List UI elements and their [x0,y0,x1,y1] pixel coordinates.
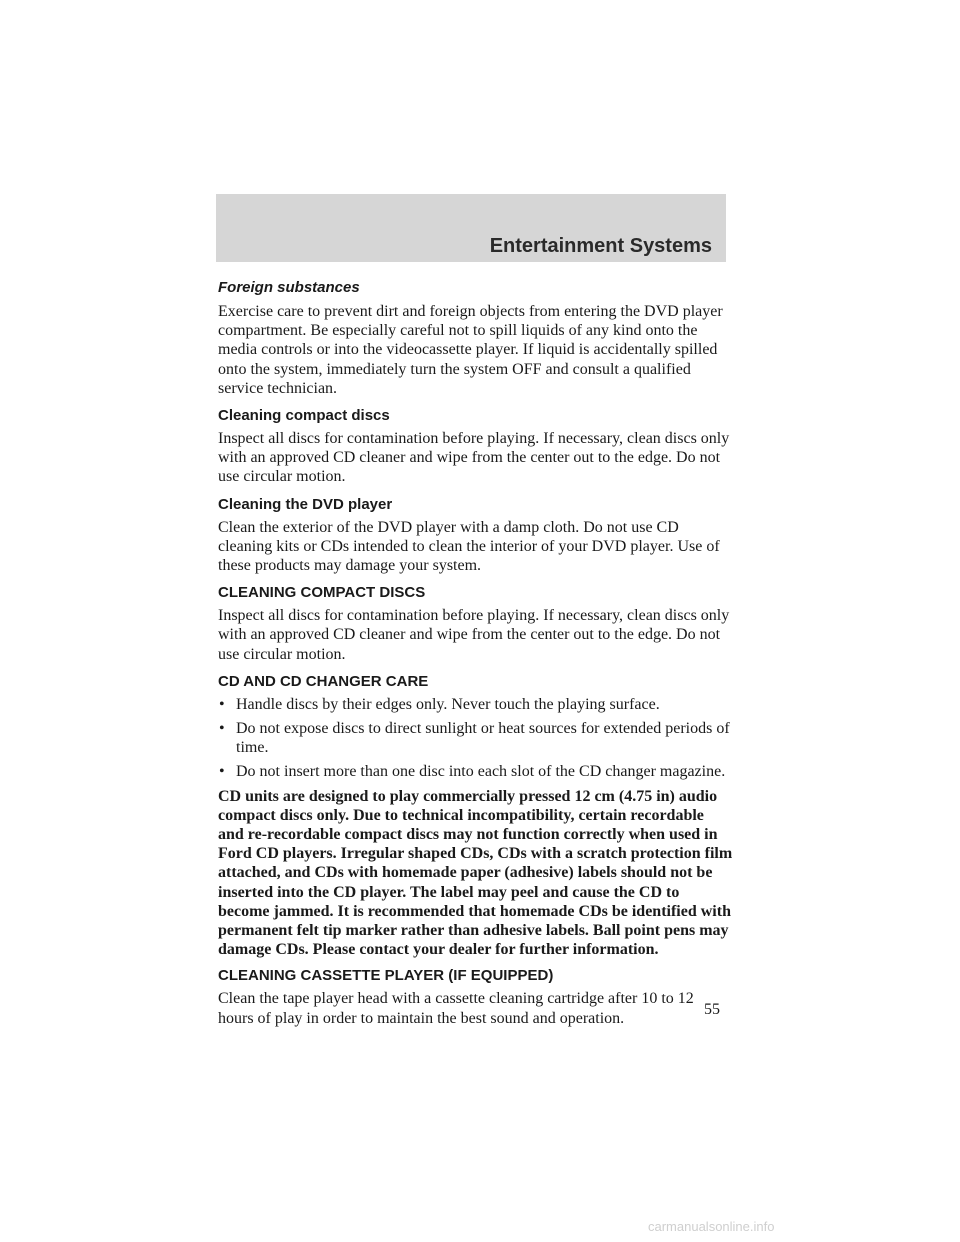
section-header-band [216,194,726,262]
watermark: carmanualsonline.info [648,1219,775,1234]
paragraph-cleaning-dvd-player: Clean the exterior of the DVD player with a damp cloth. Do not use CD cleaning kits or CDs intended to clean the interior of your DVD player. Use of these products may damage your system. [218,518,720,575]
paragraph-cleaning-cassette-player: Clean the tape player head with a cassette cleaning cartridge after 10 to 12 hours of play in order to maintain the best sound and operation. [218,990,694,1027]
bullet-item: • Do not insert more than one disc into each slot of the CD changer magazine. [218,762,733,781]
cd-compatibility-warning: CD units are designed to play commercially pressed 12 cm (4.75 in) audio compact discs only. Due to technical incompatibility, certain recordable and re-recordable compact discs may not function correctly when used in Ford CD players. Irregular shaped CDs, CDs with a scratch protection film attached, and CDs with homemade paper (adhesive) labels should not be inserted into the CD player. The label may peel and cause the CD to become jammed. It is recommended that homemade CDs be identified with permanent felt tip marker rather than adhesive labels. Ball point pens may damage CDs. Please contact your dealer for further information. [218,787,733,959]
bullet-item: • Do not expose discs to direct sunlight or heat sources for extended periods of time. [218,719,733,757]
heading-cleaning-dvd-player: Cleaning the DVD player [218,495,393,513]
heading-cleaning-compact-discs: Cleaning compact discs [218,407,390,425]
page-content [218,278,733,1036]
cd-care-bullet-list [218,695,733,782]
heading-cleaning-compact-discs-caps: CLEANING COMPACT DISCS [218,584,426,602]
paragraph-cleaning-compact-discs: Inspect all discs for contamination before playing. If necessary, clean discs only with an approved CD cleaner and wipe from the center out to the edge. Do not use circular motion. [218,430,730,486]
page-number: 55 [704,1001,720,1018]
bullet-item: • Handle discs by their edges only. Never touch the playing surface. [218,695,733,714]
section-title: Entertainment Systems [489,235,712,257]
heading-cd-changer-care: CD AND CD CHANGER CARE [218,672,429,690]
heading-foreign-substances: Foreign substances [218,279,360,296]
paragraph-foreign-substances: Exercise care to prevent dirt and foreign objects from entering the DVD player compartment. Be especially careful not to spill liquids of any kind onto the media controls or into the videocassette player. If liquid is accidentally spilled onto the system, immediately turn the system OFF and consult a qualified service technician. [218,303,723,397]
paragraph-cleaning-compact-discs-caps: Inspect all discs for contamination before playing. If necessary, clean discs only with an approved CD cleaner and wipe from the center out to the edge. Do not use circular motion. [218,607,730,663]
heading-cleaning-cassette-player: CLEANING CASSETTE PLAYER (IF EQUIPPED) [218,967,554,985]
